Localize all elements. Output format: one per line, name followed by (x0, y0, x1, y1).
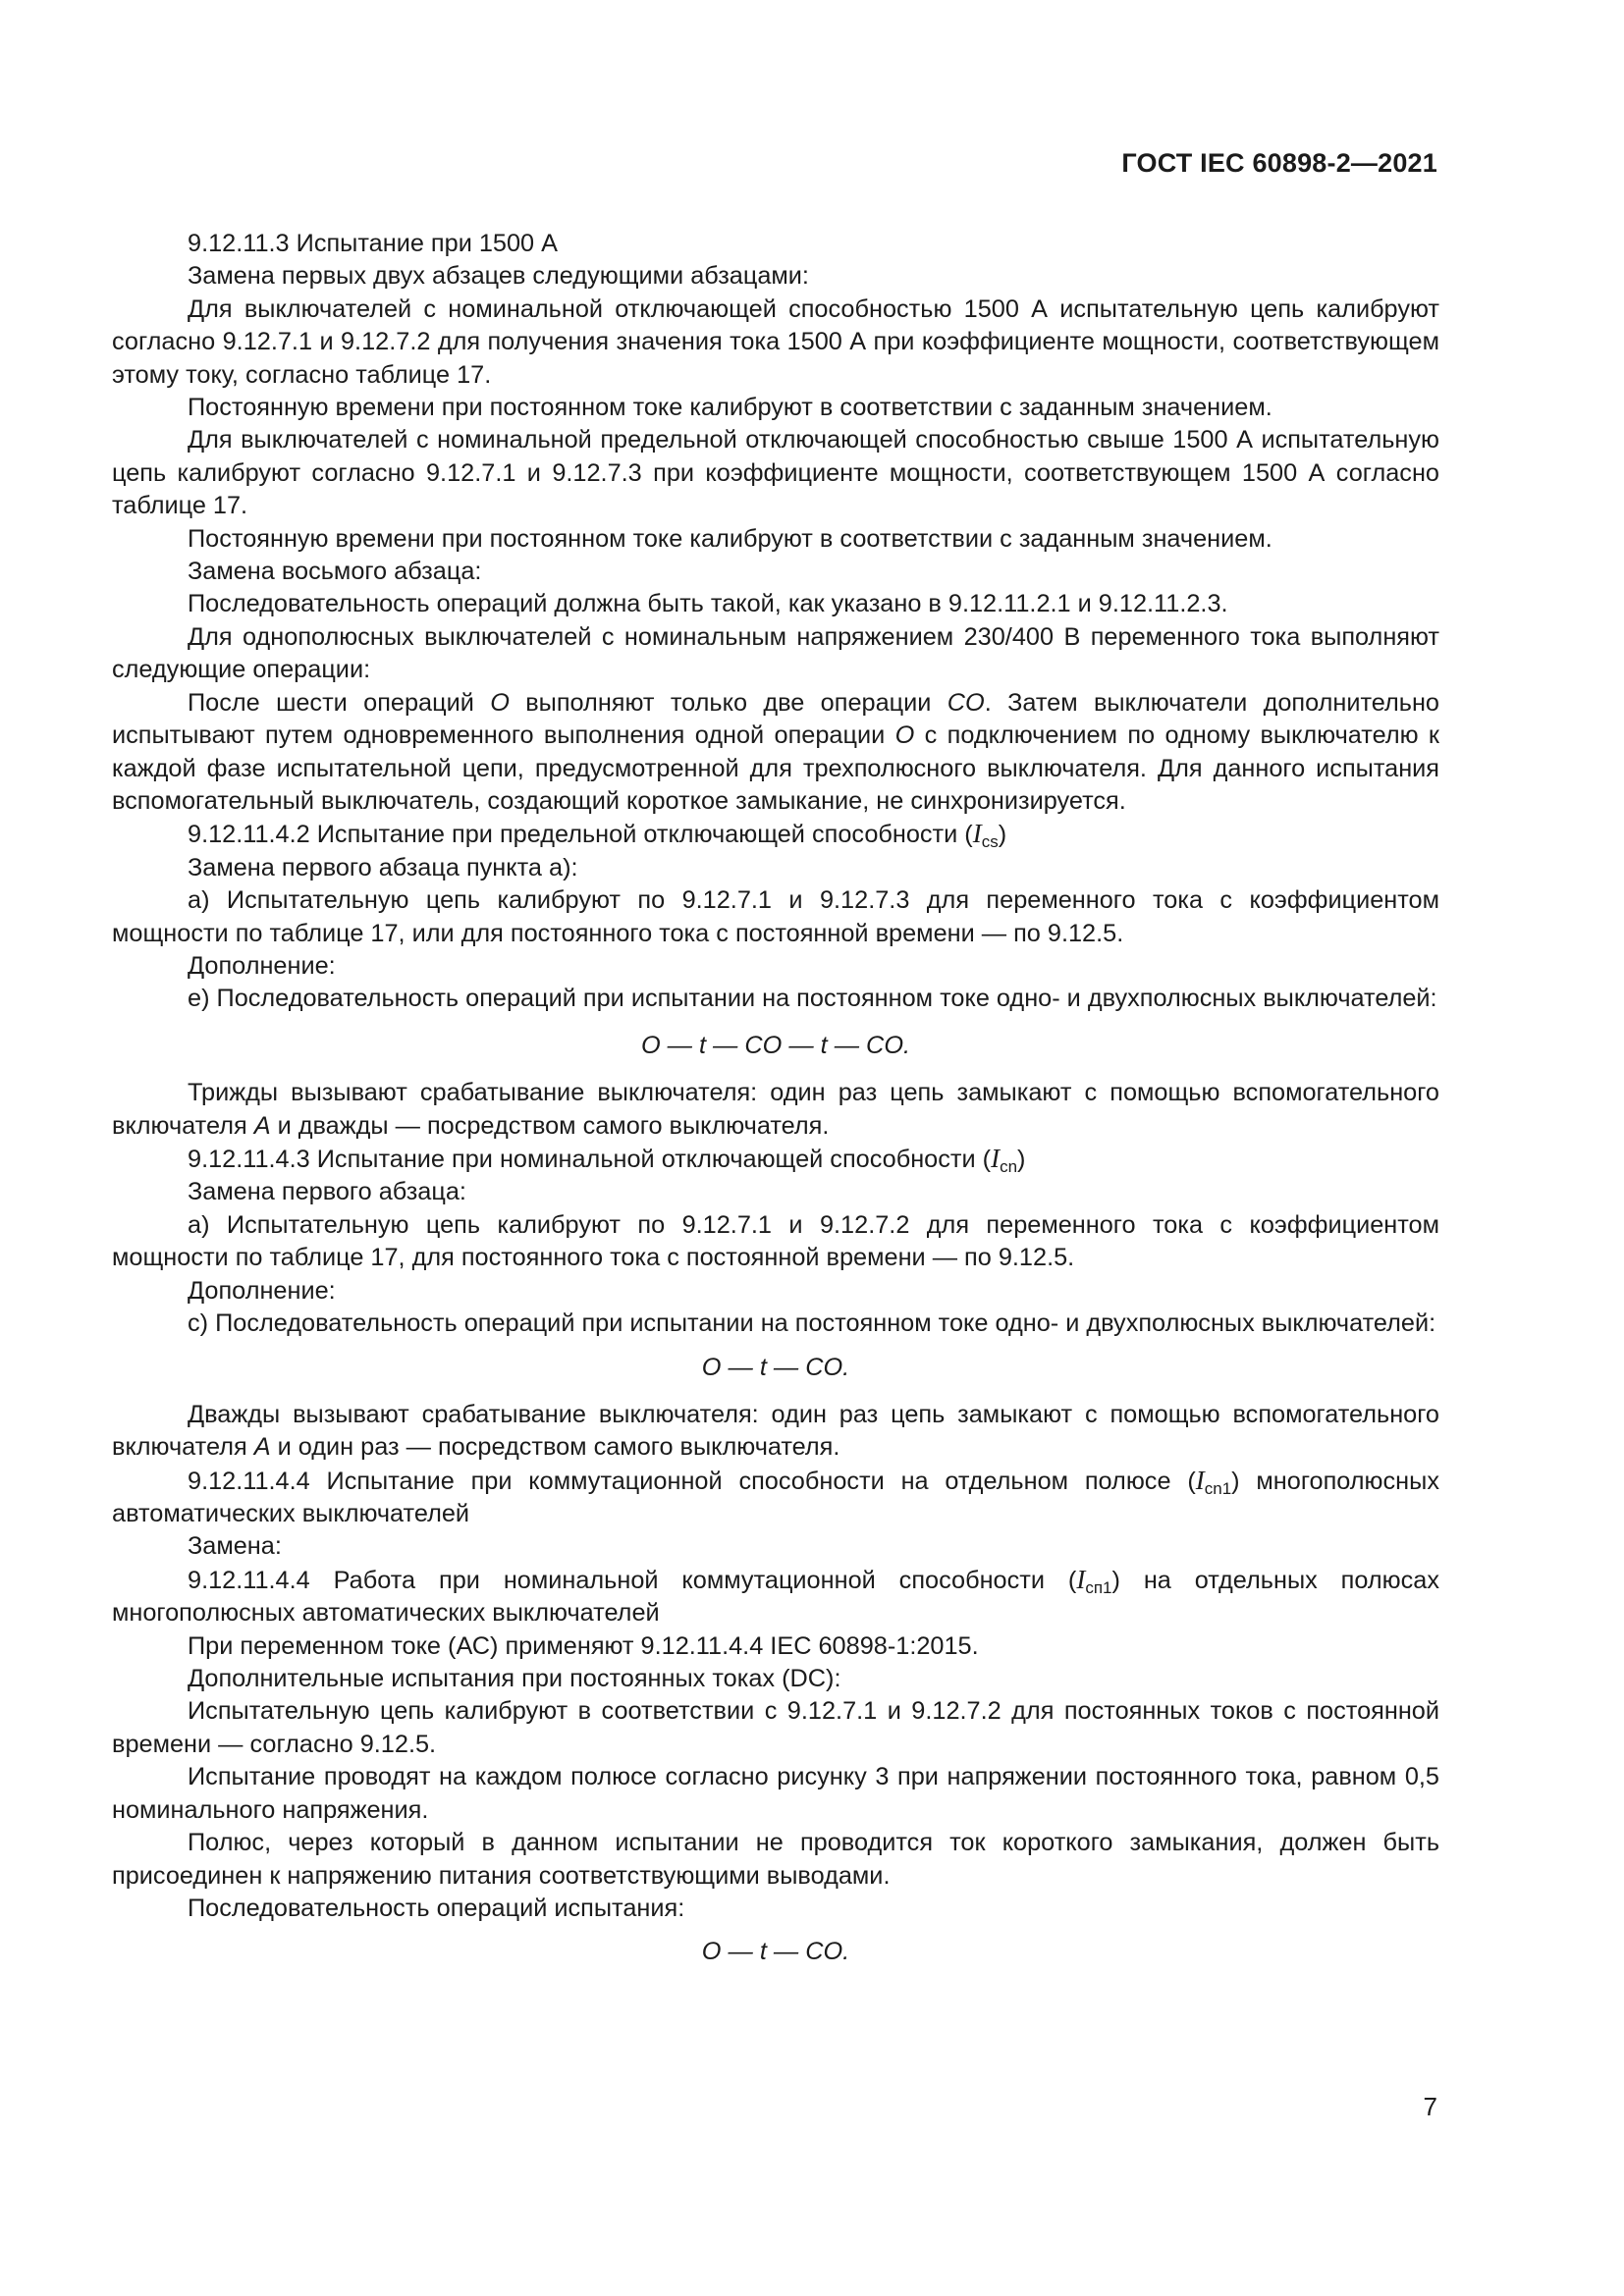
clause-heading: 9.12.11.4.2 Испытание при предельной отключающей способности $(I_{cs})$ (188, 819, 1007, 852)
clause-heading: 9.12.11.4.4 Работа при номинальной коммутационной способности $(I_{сп1})$ на отдельных полюсах многополюсных автоматических выключателей (112, 1564, 1439, 1628)
paragraph: После шести операций O выполняют только две операции CO. Затем выключатели дополнительно испытывают путем одновременного выполнения одной операции O с подключением по одному выключателю к каждой фазе испытательной цепи, предусмотренной для трехполюсного выключателя. Для данного испытания вспомогательный выключатель, создающий короткое замыкание, не синхронизируется. (112, 688, 1439, 815)
paragraph: Испытательную цепь калибруют в соответствии с 9.12.7.1 и 9.12.7.2 для постоянных токов с постоянной времени — согласно 9.12.5. (112, 1697, 1439, 1758)
paragraph: Последовательность операций должна быть такой, как указано в 9.12.11.2.1 и 9.12.11.2.3. (188, 590, 1228, 618)
paragraph: Для однополюсных выключателей с номинальным напряжением 230/400 В переменного тока выполняют следующие операции: (112, 622, 1439, 684)
paragraph: Дважды вызывают срабатывание выключателя: один раз цепь замыкают с помощью вспомогательного включателя А и один раз — посредством самого выключателя. (112, 1400, 1439, 1462)
operation-sequence-formula: O — t — CO. (701, 1354, 850, 1382)
clause-heading: 9.12.11.4.3 Испытание при номинальной отключающей способности $(I_{cn})$ (188, 1143, 1026, 1176)
clause-heading: 9.12.11.4.4 Испытание при коммутационной способности на отдельном полюсе $(I_{cn1})$ многополюсных автоматических выключателей (112, 1465, 1439, 1528)
paragraph: Постоянную времени при постоянном токе калибруют в соответствии с заданным значением. (188, 524, 1272, 553)
operation-sequence-formula: O — t — CO — t — CO. (640, 1031, 911, 1059)
paragraph: Для выключателей с номинальной отключающей способностью 1500 А испытательную цепь калибруют согласно 9.12.7.1 и 9.12.7.2 для получения значения тока 1500 А при коэффициенте мощности, соответствующем этому току, согласно таблице 17. (112, 294, 1439, 389)
paragraph: Замена первых двух абзацев следующими абзацами: (188, 262, 809, 291)
paragraph: Испытание проводят на каждом полюсе согласно рисунку 3 при напряжении постоянного тока, равном 0,5 номинального напряжения. (112, 1763, 1439, 1824)
paragraph: Дополнение: (188, 1276, 336, 1305)
list-item: а) Испытательную цепь калибруют по 9.12.7.1 и 9.12.7.3 для переменного тока с коэффициентом мощности по таблице 17, или для постоянного тока с постоянной времени — по 9.12.5. (112, 886, 1439, 947)
list-item: е) Последовательность операций при испытании на постоянном токе одно- и двухполюсных выключателей: (188, 985, 1437, 1013)
paragraph: Трижды вызывают срабатывание выключателя: один раз цепь замыкают с помощью вспомогательного включателя А и дважды — посредством самого выключателя. (112, 1079, 1439, 1140)
paragraph: Дополнение: (188, 951, 336, 980)
paragraph: Дополнительные испытания при постоянных токах (DC): (188, 1665, 841, 1693)
page-number: 7 (1423, 2092, 1437, 2121)
paragraph: Замена: (188, 1532, 282, 1561)
operation-sequence-formula: O — t — CO. (701, 1938, 850, 1966)
paragraph: Для выключателей с номинальной предельной отключающей способностью свыше 1500 А испытательную цепь калибруют согласно 9.12.7.1 и 9.12.7.3 при коэффициенте мощности, соответствующем 1500 А согласно таблице 17. (112, 426, 1439, 520)
paragraph: Замена первого абзаца пункта а): (188, 853, 578, 881)
paragraph: Последовательность операций испытания: (188, 1894, 685, 1922)
paragraph: Замена первого абзаца: (188, 1178, 466, 1206)
paragraph: При переменном токе (АС) применяют 9.12.11.4.4 IEC 60898-1:2015. (188, 1631, 979, 1660)
clause-heading: 9.12.11.3 Испытание при 1500 А (188, 230, 559, 257)
document-code-header: ГОСТ IEC 60898-2—2021 (1121, 148, 1437, 178)
list-item: а) Испытательную цепь калибруют по 9.12.7.1 и 9.12.7.2 для переменного тока с коэффициентом мощности по таблице 17, для постоянного тока с постоянной времени — по 9.12.5. (112, 1210, 1439, 1272)
document-body (112, 228, 1439, 1969)
paragraph: Постоянную времени при постоянном токе калибруют в соответствии с заданным значением. (188, 394, 1272, 422)
paragraph: Полюс, через который в данном испытании не проводится ток короткого замыкания, должен быть присоединен к напряжению питания соответствующими выводами. (112, 1829, 1439, 1890)
paragraph: Замена восьмого абзаца: (188, 558, 482, 586)
list-item: с) Последовательность операций при испытании на постоянном токе одно- и двухполюсных выключателей: (188, 1309, 1436, 1337)
